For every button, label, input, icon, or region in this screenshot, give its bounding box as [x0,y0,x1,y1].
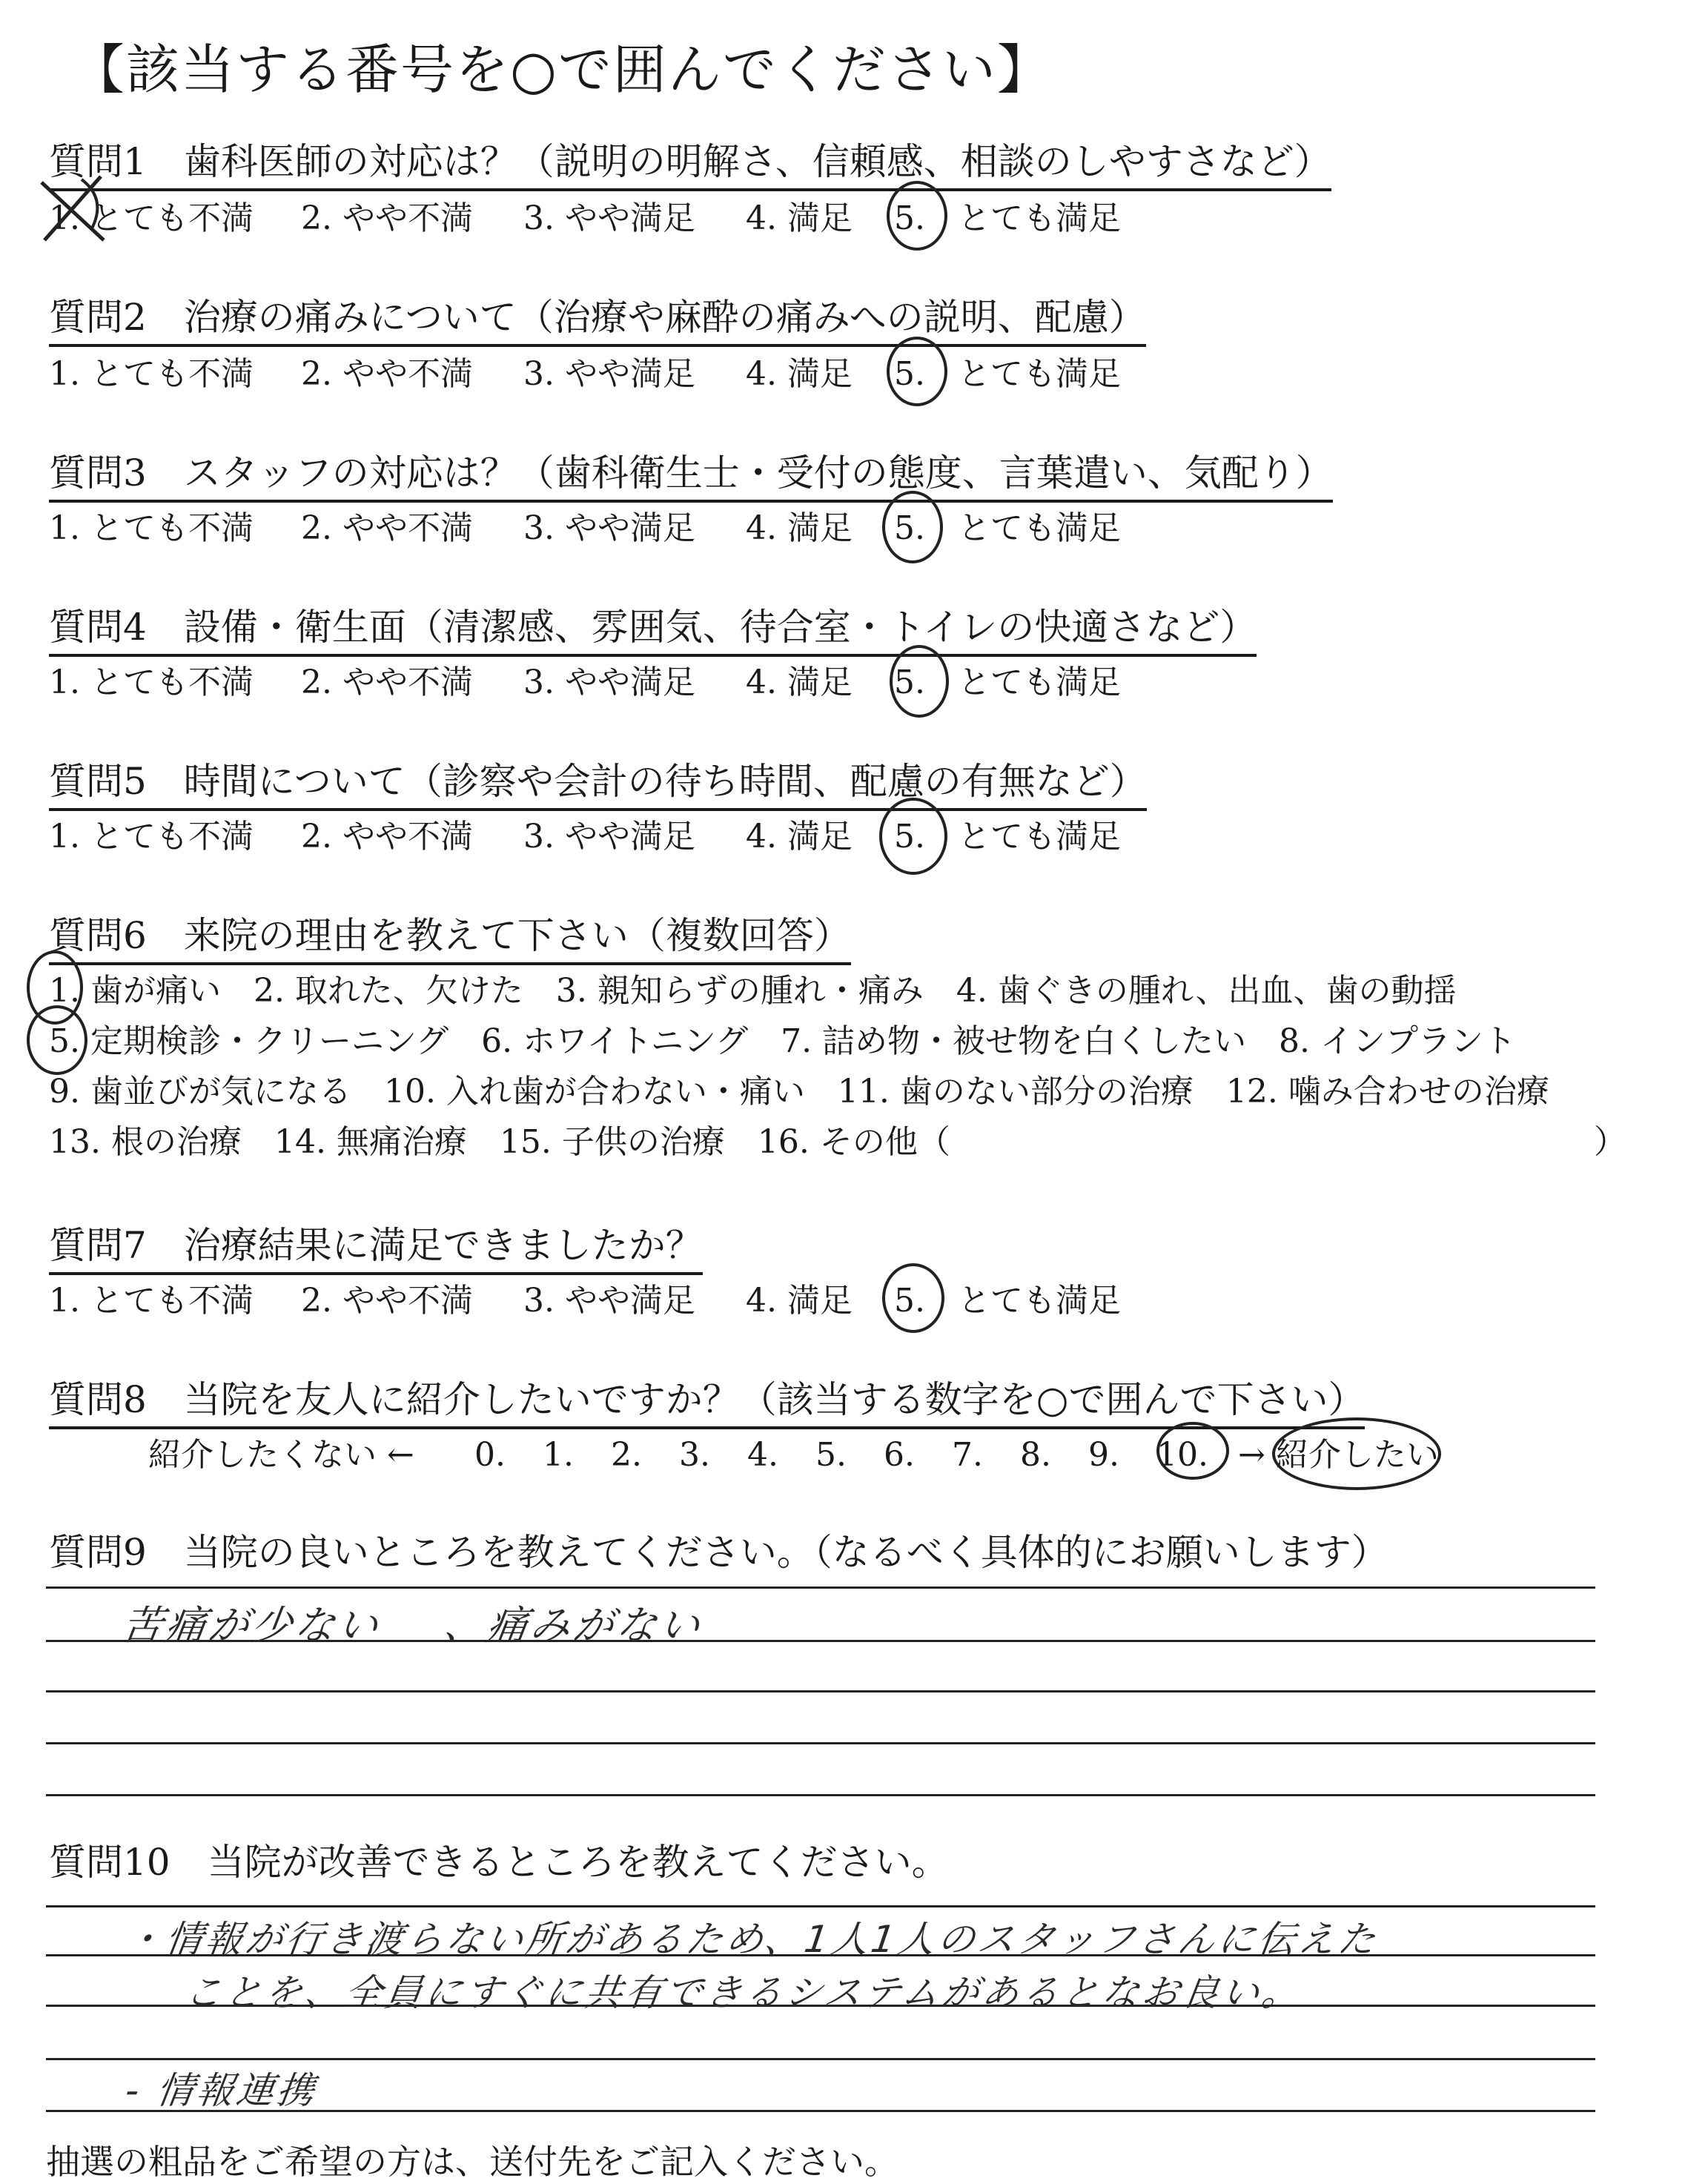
scale-left-label: 紹介したくない ← [148,1436,414,1474]
selection-circle-q1 [887,181,947,251]
selection-circle-q4 [890,645,949,718]
option-1[interactable]: 1. とても不満 [49,355,254,393]
answer-line [46,1690,1595,1692]
scale-7[interactable]: 7. [952,1436,983,1474]
question-5-options-row [49,810,1121,857]
option-5[interactable]: 5. [894,199,925,237]
question-9-answer-1[interactable]: 苦痛が少ない [119,1602,384,1649]
option-4[interactable]: 4. 満足 [746,199,853,237]
scale-5[interactable]: 5. [815,1436,847,1474]
option-3[interactable]: 3. やや満足 [523,509,695,547]
answer-line [46,1742,1595,1744]
selection-circle-q8-label [1272,1417,1441,1490]
option-3[interactable]: 3. やや満足 [523,355,695,393]
option-5[interactable]: 5. [894,509,925,547]
footer-note: 抽選の粗品をご希望の方は、送付先をご記入ください。 [46,2142,898,2182]
selection-circle-q8-10 [1156,1422,1229,1480]
option-2[interactable]: 2. やや不満 [301,509,473,547]
option-1[interactable]: 1. とても不満 [49,818,254,856]
scale-right-label: → 紹介したい [1238,1436,1439,1474]
question-1-options-row [49,191,1121,239]
question-7-options-row [49,1274,1121,1321]
option-4[interactable]: 4. 満足 [746,509,853,547]
scale-1[interactable]: 1. [543,1436,574,1474]
question-10-title: 質問10 当院が改善できるところを教えてください。 [49,1841,949,1884]
option-1[interactable]: 1. とても不満 [49,1282,254,1320]
strike-mark-icon [30,169,126,251]
question-10-answer-3[interactable]: - 情報連携 [122,2069,320,2112]
selection-circle-q5 [879,798,947,875]
question-8-scale [148,1428,1439,1475]
option-5[interactable]: 5. [894,1282,925,1320]
option-3[interactable]: 3. やや満足 [523,664,695,701]
question-2-title: 質問2 治療の痛みについて（治療や麻酔の痛みへの説明、配慮） [49,288,1146,347]
answer-line [46,2058,1595,2060]
option-1[interactable]: 1. とても不満 [49,199,254,237]
scale-2[interactable]: 2. [611,1436,642,1474]
selection-circle-q2 [887,337,947,406]
option-1[interactable]: 1. とても不満 [49,509,254,547]
question-6-row-3: 9. 歯並びが気になる 10. 入れ歯が合わない・痛い 11. 歯のない部分の治療 12. 噛み合わせの治療 [49,1073,1549,1111]
question-6-row-4: 13. 根の治療 14. 無痛治療 15. 子供の治療 16. その他（ [49,1123,950,1161]
question-3-options-row [49,501,1121,549]
option-3[interactable]: 3. やや満足 [523,818,695,856]
question-6-row-1: 1. 歯が痛い 2. 取れた、欠けた 3. 親知らずの腫れ・痛み 4. 歯ぐきの腫れ、出血、歯の動揺 [49,972,1457,1010]
option-3[interactable]: 3. やや満足 [523,199,695,237]
option-4[interactable]: 4. 満足 [746,355,853,393]
answer-line [46,1905,1595,1907]
scale-9[interactable]: 9. [1088,1436,1119,1474]
option-5[interactable]: 5. [894,664,925,701]
selection-circle-q7 [882,1263,944,1333]
answer-line [46,1794,1595,1796]
selection-circle-q3 [882,491,943,563]
option-5-label: とても満足 [958,1282,1121,1320]
option-2[interactable]: 2. やや不満 [301,199,473,237]
question-6-other-close: ） [1594,1123,1626,1161]
scale-6[interactable]: 6. [884,1436,915,1474]
option-2[interactable]: 2. やや不満 [301,818,473,856]
option-1[interactable]: 1. とても不満 [49,664,254,701]
question-7-title: 質問7 治療結果に満足できましたか？ [49,1216,703,1275]
option-2[interactable]: 2. やや不満 [301,1282,473,1320]
question-4-title: 質問4 設備・衛生面（清潔感、雰囲気、待合室・トイレの快適さなど） [49,598,1257,657]
option-5-label: とても満足 [958,199,1121,237]
option-5-label: とても満足 [958,818,1121,856]
option-3[interactable]: 3. やや満足 [523,1282,695,1320]
question-6-title: 質問6 来院の理由を教えて下さい（複数回答） [49,906,851,965]
option-5-label: とても満足 [958,664,1121,701]
scale-3[interactable]: 3. [679,1436,710,1474]
option-4[interactable]: 4. 満足 [746,664,853,701]
question-5-title: 質問5 時間について（診察や会計の待ち時間、配慮の有無など） [49,752,1147,811]
question-8-title: 質問8 当院を友人に紹介したいですか？（該当する数字を○で囲んで下さい） [49,1370,1365,1429]
answer-line [46,1586,1595,1589]
page-title: 【該当する番号を○で囲んでください】 [71,39,1052,101]
question-4-options-row [49,655,1121,703]
question-1-title: 質問1 歯科医師の対応は？（説明の明解さ、信頼感、相談のしやすさなど） [49,132,1331,191]
scale-8[interactable]: 8. [1020,1436,1051,1474]
scale-0[interactable]: 0. [474,1436,506,1474]
option-5[interactable]: 5. [894,355,925,393]
question-10-answer-1[interactable]: ・情報が行き渡らない所があるため、1人1人のスタッフさんに伝えた [122,1918,1382,1961]
selection-circle-q6-5 [27,1005,87,1075]
option-5-label: とても満足 [958,509,1121,547]
option-4[interactable]: 4. 満足 [746,1282,853,1320]
question-9-answer-2[interactable]: 、痛みがない [441,1602,706,1649]
scale-10[interactable]: 10. [1156,1436,1208,1474]
question-10-answer-2[interactable]: ことを、全員にすぐに共有できるシステムがあるとなお良い。 [182,1971,1305,2014]
option-2[interactable]: 2. やや不満 [301,664,473,701]
option-2[interactable]: 2. やや不満 [301,355,473,393]
option-4[interactable]: 4. 満足 [746,818,853,856]
option-5[interactable]: 5. [894,818,925,856]
scale-4[interactable]: 4. [747,1436,778,1474]
option-5-label: とても満足 [958,355,1121,393]
question-3-title: 質問3 スタッフの対応は？（歯科衛生士・受付の態度、言葉遣い、気配り） [49,443,1333,503]
question-6-row-2: 5. 定期検診・クリーニング 6. ホワイトニング 7. 詰め物・被せ物を白くしたい 8. インプラント [49,1022,1517,1060]
question-2-options-row [49,347,1121,394]
question-9-title: 質問9 当院の良いところを教えてください。（なるべく具体的にお願いします） [49,1531,1388,1574]
